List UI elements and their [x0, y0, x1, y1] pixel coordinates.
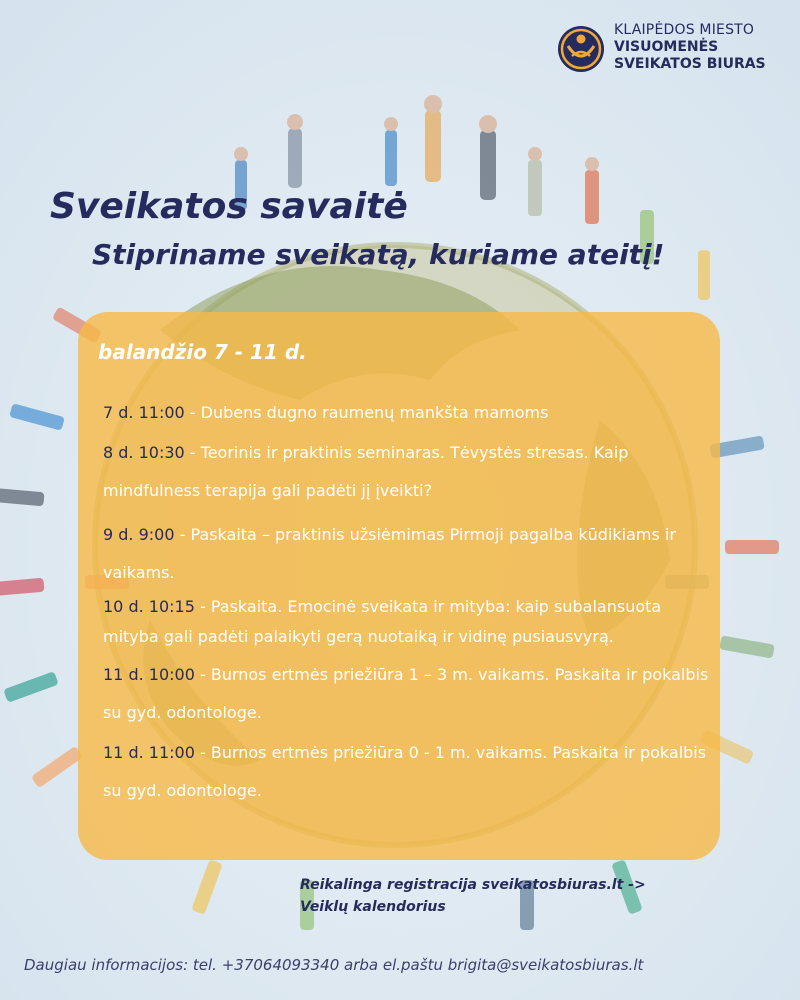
page-subtitle: Stipriname sveikatą, kuriame ateitį! — [92, 238, 665, 271]
event-description: - Paskaita. Emocinė sveikata ir mityba: kaip subalansuota mityba gali padėti palaikyti gerą nuotaiką ir vidinę pusiausvyrą. — [103, 597, 662, 646]
logo-text-line1: KLAIPĖDOS MIESTO — [614, 22, 755, 38]
event-item — [103, 734, 713, 810]
event-description: - Burnos ertmės priežiūra 1 – 3 m. vaikams. Paskaita ir pokalbis su gyd. odontologe. — [103, 665, 709, 722]
event-time: 10 d. 10:15 — [103, 597, 195, 616]
event-time: 11 d. 11:00 — [103, 743, 195, 762]
event-dates: balandžio 7 - 11 d. — [98, 340, 307, 364]
event-item — [103, 398, 713, 428]
event-description: - Teorinis ir praktinis seminaras. Tėvystės stresas. Kaip mindfulness terapija gali padėti jį įveikti? — [103, 443, 629, 500]
event-description: - Burnos ertmės priežiūra 0 - 1 m. vaikams. Paskaita ir pokalbis su gyd. odontologe. — [103, 743, 707, 800]
organization-logo — [556, 22, 786, 82]
event-item — [103, 656, 713, 732]
registration-line2: Veiklų kalendorius — [300, 899, 446, 915]
registration-note — [300, 874, 646, 918]
event-time: 8 d. 10:30 — [103, 443, 185, 462]
event-time: 11 d. 10:00 — [103, 665, 195, 684]
event-item — [103, 434, 713, 510]
event-item — [103, 516, 713, 592]
logo-text-line2: VISUOMENĖS — [614, 39, 719, 55]
page-title: Sveikatos savaitė — [50, 186, 408, 227]
logo-text-line3: SVEIKATOS BIURAS — [614, 56, 766, 72]
registration-line1: Reikalinga registracija sveikatosbiuras.lt -> — [300, 877, 646, 893]
event-time: 7 d. 11:00 — [103, 403, 185, 422]
event-item — [103, 592, 713, 652]
event-list — [103, 398, 713, 810]
event-description: - Paskaita – praktinis užsiėmimas Pirmoji pagalba kūdikiams ir vaikams. — [103, 525, 676, 582]
event-time: 9 d. 9:00 — [103, 525, 175, 544]
event-description: - Dubens dugno raumenų mankšta mamoms — [184, 403, 549, 422]
logo-emblem-icon — [556, 24, 606, 74]
contact-info: Daugiau informacijos: tel. +37064093340 arba el.paštu brigita@sveikatosbiuras.lt — [24, 956, 644, 974]
